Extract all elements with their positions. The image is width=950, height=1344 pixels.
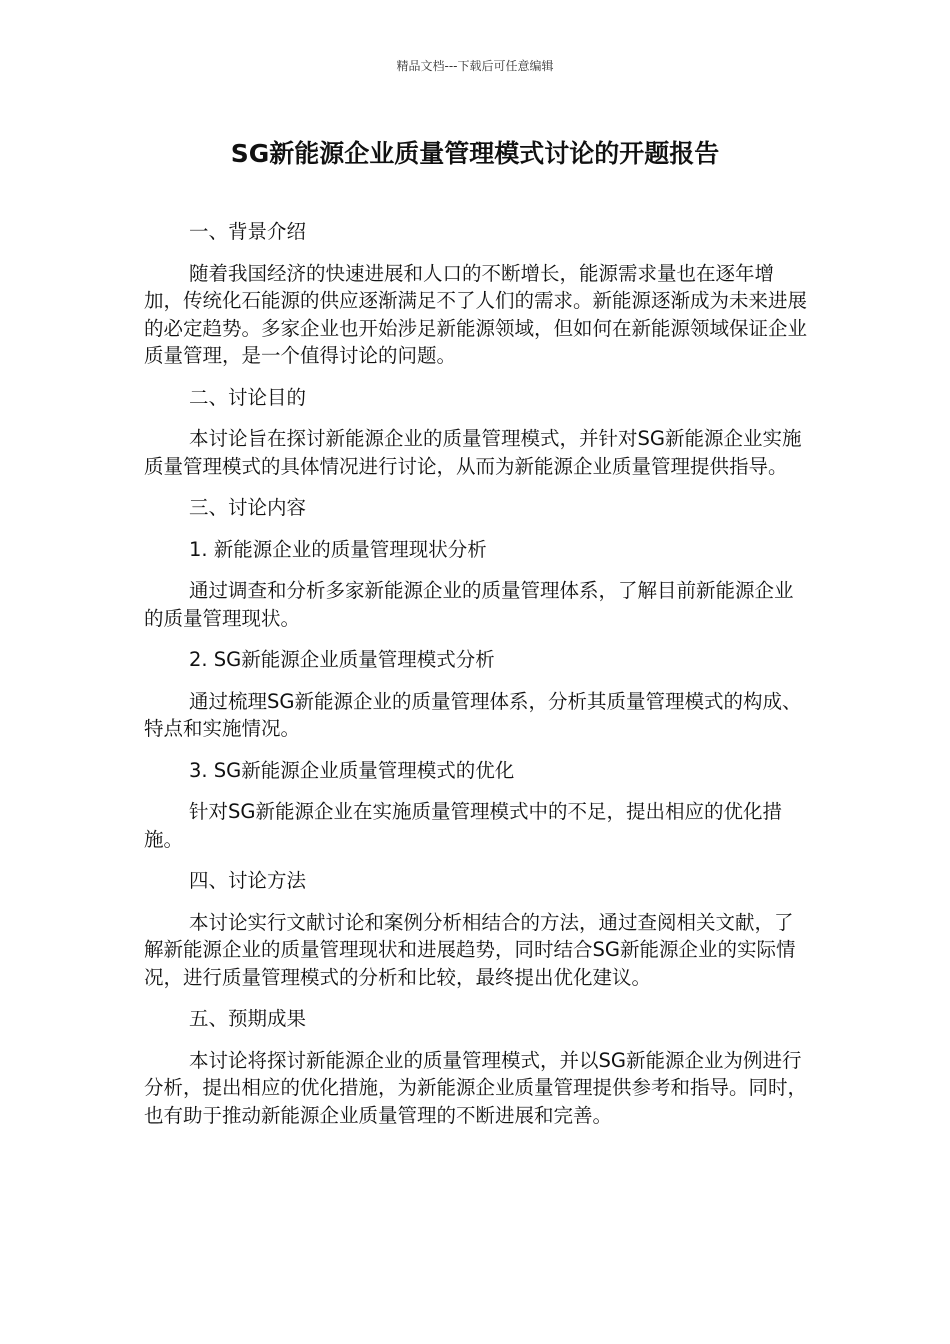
paragraph-subsection-2: 通过梳理SG新能源企业的质量管理体系，分析其质量管理模式的构成、特点和实施情况。 [144,689,802,740]
subsection-heading-3: 3. SG新能源企业质量管理模式的优化 [189,758,515,782]
section-heading-content: 三、讨论内容 [189,496,307,519]
header-note: 精品文档---下载后可任意编辑 [396,59,554,73]
section-heading-expected-results: 五、预期成果 [189,1007,307,1030]
section-heading-method: 四、讨论方法 [189,869,307,892]
document-title: SG新能源企业质量管理模式讨论的开题报告 [230,139,720,168]
paragraph-background: 随着我国经济的快速进展和人口的不断增长，能源需求量也在逐年增加，传统化石能源的供应逐渐满足不了人们的需求。新能源逐渐成为未来进展的必定趋势。多家企业也开始涉足新能源领域，但如何在新能源领域保证企业质量管理，是一个值得讨论的问题。 [144,261,808,367]
section-heading-purpose: 二、讨论目的 [189,385,307,409]
paragraph-method: 本讨论实行文献讨论和案例分析相结合的方法，通过查阅相关文献，了解新能源企业的质量管理现状和进展趋势，同时结合SG新能源企业的实际情况，进行质量管理模式的分析和比较，最终提出优化建议。 [144,910,796,989]
subsection-heading-1: 1. 新能源企业的质量管理现状分析 [189,537,487,561]
paragraph-subsection-1: 通过调查和分析多家新能源企业的质量管理体系，了解目前新能源企业的质量管理现状。 [144,579,794,630]
paragraph-expected-results: 本讨论将探讨新能源企业的质量管理模式，并以SG新能源企业为例进行分析，提出相应的优化措施，为新能源企业质量管理提供参考和指导。同时，也有助于推动新能源企业质量管理的不断进展和完善。 [144,1048,808,1127]
paragraph-purpose: 本讨论旨在探讨新能源企业的质量管理模式，并针对SG新能源企业实施质量管理模式的具体情况进行讨论，从而为新能源企业质量管理提供指导。 [144,427,802,478]
paragraph-subsection-3: 针对SG新能源企业在实施质量管理模式中的不足，提出相应的优化措施。 [144,800,782,851]
subsection-heading-2: 2. SG新能源企业质量管理模式分析 [189,648,495,671]
section-heading-background: 一、背景介绍 [189,220,307,243]
document-body [144,218,809,1143]
